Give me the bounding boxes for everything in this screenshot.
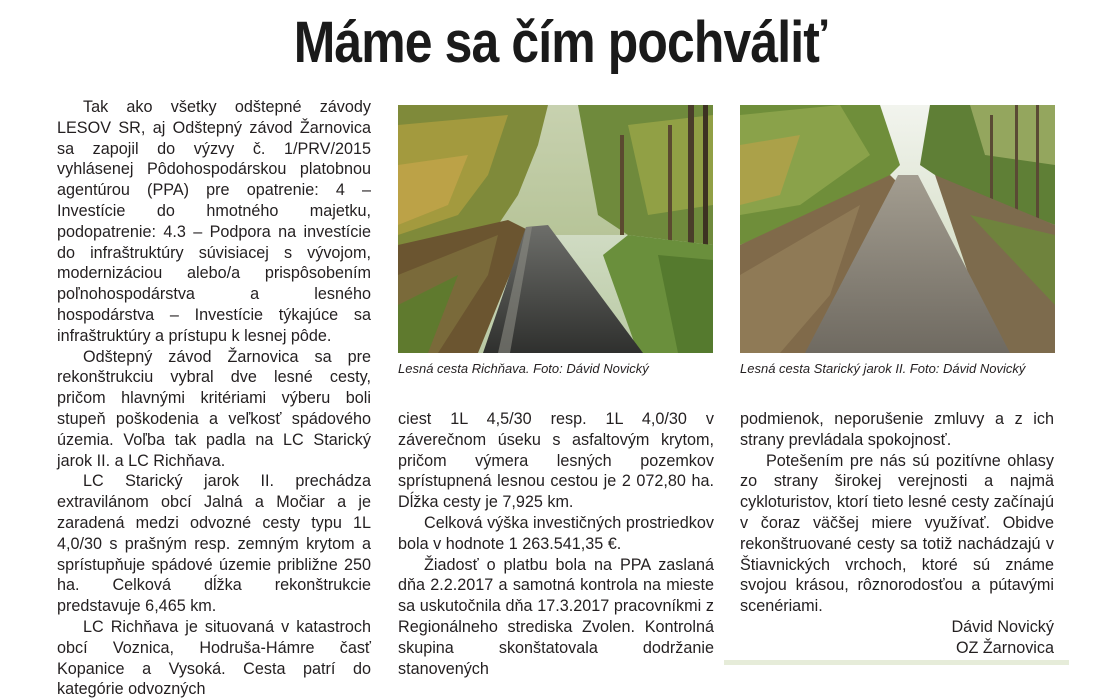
paragraph: ciest 1L 4,5/30 resp. 1L 4,0/30 v záverečnom úseku s asfaltovým krytom, pričom výmera lesných pozemkov sprístupnená lesnou cestou je 2 072,80 ha. Dĺžka cesty je 7,925 km. xyxy=(398,410,714,512)
paragraph: podmienok, neporušenie zmluvy a z ich strany prevládala spokojnosť. xyxy=(740,410,1054,449)
article-column-2 xyxy=(398,409,714,679)
decorative-box-edge xyxy=(724,660,1069,665)
paragraph: Potešením pre nás sú pozitívne ohlasy zo strany širokej verejnosti a najmä cykloturistov, ktorí tieto lesné cesty začínajú v čoraz väčšej miere využívať. Obidve rekonštruované cesty sa totiž nachádzajú v Štiavnických vrchoch, ktoré sú známe svojou krásou, rôznorodosťou a pútavými scenériami. xyxy=(740,451,1054,616)
paragraph: Tak ako všetky odštepné závody LESOV SR, aj Odštepný závod Žarnovica sa zapojil do výzvy č. 1/PRV/2015 vyhlásenej Pôdohospodárskou platobnou agentúrou (PPA) pre opatrenie: 4 – Investície do hmotného majetku, podopatrenie: 4.3 – Podpora na investície do infraštruktúry súvisiacej s vývojom, modernizáciou alebo/a prispôsobením poľnohospodárstva a lesného hospodárstva – Investície týkajúce sa infraštruktúry a prístupu k lesnej pôde. xyxy=(57,98,371,345)
paragraph: Odštepný závod Žarnovica sa pre rekonštrukciu vybral dve lesné cesty, pričom hlavnými kritériami výberu boli stupeň poškodenia a veľkosť spádového územia. Voľba tak padla na LC Starický jarok II. a LC Richňava. xyxy=(57,347,371,470)
photo-caption: Lesná cesta Richňava. Foto: Dávid Novický xyxy=(398,361,649,376)
article-headline: Máme sa čím pochváliť xyxy=(293,10,827,75)
photo-richnava-road xyxy=(398,105,713,353)
article-column-1 xyxy=(57,97,371,700)
paragraph: Žiadosť o platbu bola na PPA zaslaná dňa 2.2.2017 a samotná kontrola na mieste sa uskutočnila dňa 17.3.2017 pracovníkmi z Regionálneho strediska Zvolen. Kontrolná skupina skonštatovala dodržanie stanovených xyxy=(398,555,714,678)
author-unit: OZ Žarnovica xyxy=(955,638,1054,657)
paragraph: Celková výška investičných prostriedkov bola v hodnote 1 263.541,35 €. xyxy=(398,513,714,553)
author-name: Dávid Novický xyxy=(951,617,1054,636)
paragraph: LC Richňava je situovaná v katastroch obcí Voznica, Hodruša-Hámre časť Kopanice a Vysoká. Cesta patrí do kategórie odvozných xyxy=(57,617,371,699)
paragraph: LC Starický jarok II. prechádza extravilánom obcí Jalná a Močiar a je zaradená medzi odvozné cesty typu 1L 4,0/30 s prašným resp. zemným krytom a sprístupňuje spádové územie približne 250 ha. Celková dĺžka rekonštrukcie predstavuje 6,465 km. xyxy=(57,472,371,616)
article-column-3 xyxy=(740,409,1054,659)
photo-caption: Lesná cesta Starický jarok II. Foto: Dávid Novický xyxy=(740,361,1026,376)
photo-staricky-jarok-road xyxy=(740,105,1055,353)
